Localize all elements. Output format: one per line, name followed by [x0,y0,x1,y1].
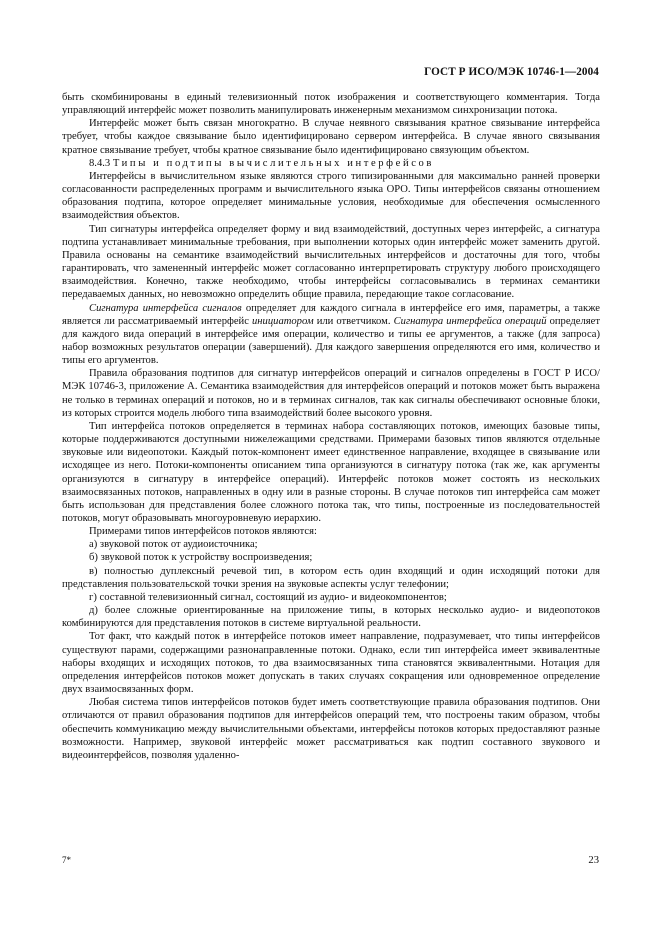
paragraph-6: Правила образования подтипов для сигнатур интерфейсов операций и сигналов определены в ГОСТ Р ИСО/МЭК 10746-3, приложение А. Семантика взаимодействия для интерфейсов операций и потоков может быть выражена не только в терминах операций и потоков, но и в терминах сигналов, так как сигналы обеспечивают основные блоки, из которых строится модель любого типа взаимодействий более высокого уровня. [62,368,600,419]
paragraph-8: Примерами типов интерфейсов потоков являются: [89,526,317,538]
list-item-c: в) полностью дуплексный речевой тип, в котором есть один входящий и один исходящий потоки для представления пользовательской точки зрения на звуковые аспекты услуг телефонии; [62,565,600,590]
page-number: 23 [588,855,599,866]
section-title: Типы и подтипы вычислительных интерфейсов [112,157,435,169]
paragraph-2: Интерфейс может быть связан многократно. В случае неявного связывания кратное связывание интерфейса требует, чтобы каждое связывание было идентифицировано сервером интерфейса. В случае явного связывания кратное связывание требует, чтобы кратное связывание было идентифицировано связующим объектом. [62,118,600,156]
list-item-d: г) составной телевизионный сигнал, состоящий из аудио- и видеокомпонентов; [89,591,447,603]
paragraph-10: Любая система типов интерфейсов потоков будет иметь соответствующие правила образования подтипов. Они отличаются от правил образования подтипов для интерфейсов операций тем, что построены таким образом, чтобы обеспечить коммуникацию между вычислительными объектами, интерфейсы потоков которых предоставляют разные возможности. Например, звуковой интерфейс может рассматриваться как подтип составного звукового и видеоинтерфейсов, позволяя удаленно- [62,697,600,761]
document-body [62,91,600,762]
paragraph-9: Тот факт, что каждый поток в интерфейсе потоков имеет направление, подразумевает, что типы интерфейсов существуют парами, содержащими разнонаправленные потоки. Однако, если тип интерфейса имеет эквивалентные наборы входящих и исходящих потоков, то два взаимосвязанных типа становятся эквивалентными. Нотация для определения интерфейсов потоков может допускать в таких случаях сокращения или одновременное определение двух взаимосвязанных форм. [62,631,600,696]
list-item-a: а) звуковой поток от аудиоисточника; [89,539,258,551]
paragraph-7: Тип интерфейса потоков определяется в терминах набора составляющих потоков, имеющих базовые типы, которые поддерживаются доступными нижележащими средствами. Примерами базовых типов являются отдельные звуковые или видеопотоки. Каждый поток-компонент имеет единственное направление, входящее в связывание или исходящее из него. Потоки-компоненты описанием типа организуются в сигнатуру потока (так же, как аргументы организуются в сигнатуру в интерфейсе операций). Интерфейс потоков может состоять из нескольких взаимосвязанных потоков, направленных в одну или в разные стороны. В случае потоков тип интерфейса сам может быть использован для представления более сложного потока так, что типы, построенные из последовательностей потоков, могут образовывать многоуровневую иерархию. [62,420,600,524]
p5-text-2: или ответчиком. [313,315,394,327]
term-signal-signature: Сигнатура интерфейса сигналов [89,302,242,314]
paragraph-4: Тип сигнатуры интерфейса определяет форму и вид взаимодействий, доступных через интерфейс, а сигнатура подтипа устанавливает минимальные требования, при выполнении которых один интерфейс может заменить другой. Правила основаны на семантике взаимодействий вычислительных интерфейсов и достаточны для того, чтобы гарантировать, что замененный интерфейс может согласованно интерпретировать структуру любого происходящего взаимодействия. Конечно, также необходимо, чтобы интерфейсы согласовывались в терминах семантики передаваемых данных, но невозможно определить общие правила, передающие такое согласование. [62,223,600,301]
standard-header: ГОСТ Р ИСО/МЭК 10746-1—2004 [424,66,599,78]
paragraph-1: быть скомбинированы в единый телевизионный поток изображения и соответствующего комментария. Тогда управляющий интерфейс может позволить манипулировать инженерным механизмом синхронизации потока. [62,92,600,117]
list-item-e: д) более сложные ориентированные на приложение типы, в которых несколько аудио- и видеопотоков комбинируются для представления потоков в системе виртуальной реальности. [62,605,600,630]
paragraph-5 [62,302,600,368]
p5-text-1: определяет для каждого сигнала в интерфейсе его имя, параметры, а также является ли рассматриваемый интерфейс [62,302,600,327]
footer-sheet-mark: 7* [62,855,71,865]
list-item-b: б) звуковой поток к устройству воспроизведения; [89,552,313,564]
term-operation-signature: Сигнатура интерфейса операций [393,315,547,327]
section-number: 8.4.3 [89,157,111,169]
section-heading [62,157,600,170]
paragraph-3: Интерфейсы в вычислительном языке являются строго типизированными для максимально ранней проверки согласованности распределенных программ и вычислительного языка ОРО. Типы интерфейсов связаны отношением образования подтипа, которое определяет минимальные условия, необходимые для обеспечения осмысленного взаимодействия объектов. [62,170,600,222]
term-initiator: инициатором [252,315,314,327]
p5-text-3: определяет для каждого вида операций в интерфейсе имя операции, количество и типы ее аргументов, а также (для запроса) набор возможных результатов операции (завершений). Для каждого завершения определяются его имя, количество и типы его аргументов. [62,315,601,367]
